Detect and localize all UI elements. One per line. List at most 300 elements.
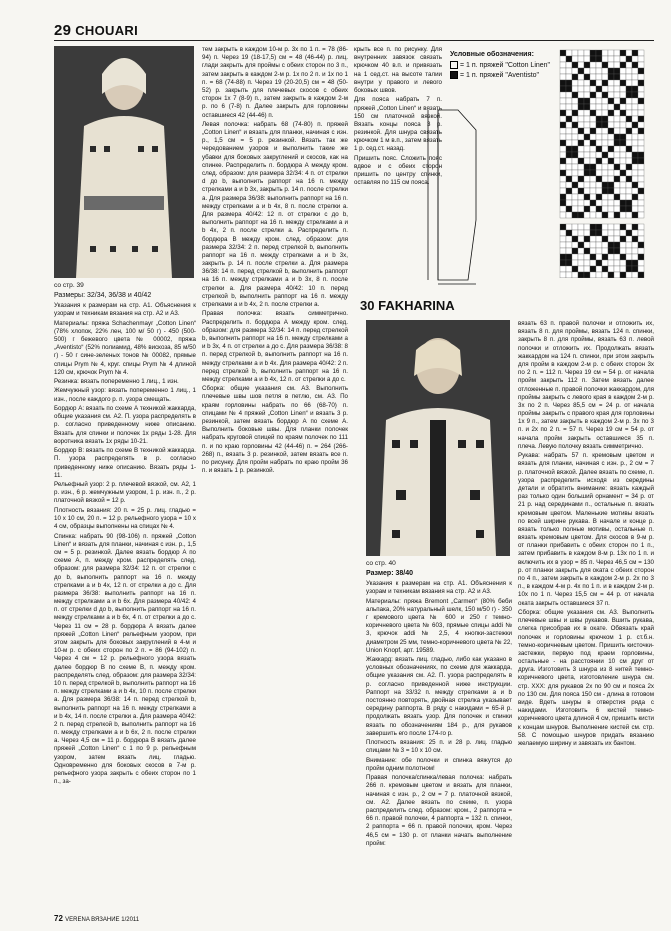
chart-cell xyxy=(602,224,608,230)
chart-cell xyxy=(626,224,632,230)
chart-cell xyxy=(566,266,572,272)
chart-cell xyxy=(578,98,584,104)
chart-cell xyxy=(596,188,602,194)
chart-cell xyxy=(578,134,584,140)
chart-cell xyxy=(602,182,608,188)
chart-cell xyxy=(632,260,638,266)
chart-cell xyxy=(584,128,590,134)
chart-cell xyxy=(566,206,572,212)
chart-cell xyxy=(620,56,626,62)
chart-cell xyxy=(584,164,590,170)
chart-cell xyxy=(596,230,602,236)
chart-cell xyxy=(626,200,632,206)
chart-cell xyxy=(590,170,596,176)
model-photo-2 xyxy=(366,320,510,556)
chart-cell xyxy=(560,188,566,194)
chart-cell xyxy=(638,146,644,152)
chart-cell xyxy=(572,182,578,188)
garment-schematic xyxy=(398,100,538,290)
chart-cell xyxy=(608,146,614,152)
chart-cell xyxy=(608,254,614,260)
chart-cell xyxy=(560,68,566,74)
chart-cell xyxy=(608,200,614,206)
chart-cell xyxy=(638,134,644,140)
chart-cell xyxy=(626,50,632,56)
chart-cell xyxy=(602,92,608,98)
chart-cell xyxy=(608,242,614,248)
filled-square-icon xyxy=(450,71,458,79)
chart-cell xyxy=(614,104,620,110)
chart-cell xyxy=(560,116,566,122)
chart-cell xyxy=(584,74,590,80)
chart-cell xyxy=(632,242,638,248)
chart-cell xyxy=(614,50,620,56)
chart-cell xyxy=(608,80,614,86)
chart-cell xyxy=(566,134,572,140)
chart-cell xyxy=(566,116,572,122)
paragraph: Сборка: общие указания см. А3. Выполнить плечевые швы и швы рукавов. Вшить рукава, слегка присобрав их в окате. Обвязать край полочек и горловины крючком 1 р. ст.б.н. темно-коричневым цветом. Пришить кисточки-застежки, первую под краем горловины, остальные - на расстоянии 10 см друг от друга. Изготовить 3 шнура из 8 нитей темно-коричневого цвета, изготовление шнура см. стр. ХХХ: для рукавов 2х по 90 см и пояса 2х по 130 см. Для пояса 150 см - длина в готовом виде. Вдеть шнуры в отверстия ряда с накидами. Изготовить 6 кистей темно-коричневого цвета длиной 4 см, пришить кисти к концам шнуров. Выполнение кистей см. стр. 58. С помощью шнуров придать вязанию желаемую ширину и завязать их бантом. xyxy=(518,608,654,747)
chart-cell xyxy=(614,188,620,194)
paragraph: Материалы: пряжа Schachenmayr „Cotton Linen“ (78% хлопок, 22% лен, 100 м/ 50 г) - 450 (500-500) г бежевого цвета № 00002, пряжа „Aventisto“ (52% полиамид, 48% вискоза, 85 м/50 г) - 50 г сине-зеленых тонов № 00082, прямые спицы Prym № 4, круг. спицы Prym № 4 длиной 120 см, крючок Prym № 4. xyxy=(54,319,196,376)
sizes-line-1: Размеры: 32/34, 36/38 и 40/42 xyxy=(54,292,152,299)
photo-caption-2: со стр. 40 xyxy=(366,560,396,567)
chart-cell xyxy=(566,194,572,200)
chart-cell xyxy=(584,254,590,260)
chart-cell xyxy=(590,260,596,266)
chart-cell xyxy=(578,248,584,254)
chart-cell xyxy=(620,164,626,170)
chart-cell xyxy=(566,122,572,128)
chart-cell xyxy=(560,194,566,200)
chart-cell xyxy=(560,146,566,152)
chart-cell xyxy=(626,80,632,86)
chart-cell xyxy=(608,248,614,254)
chart-cell xyxy=(620,98,626,104)
chart-cell xyxy=(578,110,584,116)
chart-cell xyxy=(584,134,590,140)
chart-cell xyxy=(596,134,602,140)
chart-cell xyxy=(638,260,644,266)
chart-cell xyxy=(626,110,632,116)
chart-cell xyxy=(620,152,626,158)
empty-square-icon xyxy=(450,61,458,69)
chart-cell xyxy=(638,224,644,230)
chart-cell xyxy=(572,170,578,176)
chart-cell xyxy=(608,236,614,242)
chart-cell xyxy=(572,188,578,194)
chart-cell xyxy=(566,110,572,116)
chart-cell xyxy=(614,170,620,176)
chart-cell xyxy=(590,50,596,56)
chart-cell xyxy=(560,206,566,212)
chart-cell xyxy=(620,236,626,242)
chart-cell xyxy=(566,98,572,104)
chart-cell xyxy=(566,68,572,74)
chart-cell xyxy=(596,272,602,278)
chart-cell xyxy=(560,140,566,146)
chart-cell xyxy=(602,242,608,248)
chart-cell xyxy=(560,122,566,128)
chart-cell xyxy=(614,266,620,272)
chart-cell xyxy=(602,254,608,260)
chart-cell xyxy=(578,74,584,80)
chart-cell xyxy=(572,146,578,152)
chart-cell xyxy=(614,122,620,128)
chart-cell xyxy=(626,152,632,158)
chart-cell xyxy=(572,128,578,134)
chart-cell xyxy=(614,92,620,98)
chart-cell xyxy=(620,206,626,212)
chart-cell xyxy=(614,236,620,242)
chart-cell xyxy=(578,266,584,272)
chart-cell xyxy=(560,254,566,260)
chart-cell xyxy=(620,92,626,98)
chart-cell xyxy=(602,194,608,200)
chart-cell xyxy=(614,206,620,212)
chart-cell xyxy=(602,260,608,266)
chart-cell xyxy=(626,86,632,92)
chart-cell xyxy=(590,272,596,278)
chart-cell xyxy=(626,188,632,194)
chart-cell xyxy=(572,62,578,68)
chart-cell xyxy=(584,62,590,68)
chart-cell xyxy=(596,56,602,62)
chart-cell xyxy=(590,230,596,236)
chart-cell xyxy=(596,116,602,122)
chart-cell xyxy=(608,62,614,68)
chart-cell xyxy=(578,164,584,170)
chart-cell xyxy=(620,68,626,74)
section-number: 29 xyxy=(54,22,72,39)
chart-cell xyxy=(584,224,590,230)
model-photo-1 xyxy=(54,46,194,278)
chart-cell xyxy=(584,242,590,248)
chart-cell xyxy=(566,56,572,62)
chart-cell xyxy=(566,182,572,188)
chart-cell xyxy=(620,146,626,152)
chart-cell xyxy=(620,248,626,254)
chart-cell xyxy=(584,98,590,104)
chart-cell xyxy=(638,236,644,242)
chart-cell xyxy=(596,152,602,158)
chart-cell xyxy=(596,122,602,128)
chart-cell xyxy=(620,62,626,68)
chart-cell xyxy=(560,212,566,218)
chart-cell xyxy=(632,122,638,128)
chart-cell xyxy=(584,56,590,62)
magazine-name: VERENA ВЯЗАНИЕ 1/2011 xyxy=(65,917,140,923)
chart-a-b xyxy=(552,48,652,278)
section-2-header xyxy=(360,298,455,313)
chart-cell xyxy=(632,200,638,206)
chart-cell xyxy=(632,212,638,218)
chart-cell xyxy=(596,158,602,164)
chart-cell xyxy=(608,176,614,182)
chart-cell xyxy=(638,170,644,176)
chart-cell xyxy=(614,80,620,86)
chart-cell xyxy=(566,74,572,80)
chart-cell xyxy=(560,80,566,86)
chart-cell xyxy=(632,116,638,122)
paragraph: Внимание: обе полочки и спинка вяжутся до пройм одним полотном! xyxy=(366,756,512,772)
chart-cell xyxy=(602,266,608,272)
chart-cell xyxy=(602,128,608,134)
chart-cell xyxy=(590,92,596,98)
chart-cell xyxy=(578,80,584,86)
chart-cell xyxy=(578,230,584,236)
chart-cell xyxy=(596,98,602,104)
chart-cell xyxy=(632,104,638,110)
chart-cell xyxy=(626,194,632,200)
chart-cell xyxy=(620,182,626,188)
chart-cell xyxy=(578,236,584,242)
chart-cell xyxy=(632,56,638,62)
chart-cell xyxy=(620,170,626,176)
chart-cell xyxy=(590,224,596,230)
chart-cell xyxy=(626,242,632,248)
chart-cell xyxy=(566,140,572,146)
chart-cell xyxy=(566,236,572,242)
paragraph: тем закрыть в каждом 10-м р. 3х по 1 п. = 78 (86-94) п. Через 19 (18-17,5) см = 48 (46-44) р. лиц. глади закрыть для проймы с обеих сторон по 3 п., затем закрыть в каждом 2-м р. 1х по 2 п. и 1х по 1 п. = 68 (74-88) п. Через 19 (20-20,5) см = 48 (50-52) р. закрыть для плечевых скосов с обеих сторон 1х 7 (8-9) п., затем закрыть в каждом 2-м р. по 6 (7-8) п. Далее закрыть для горловины оставшиеся 42 (44-46) п. xyxy=(202,46,348,119)
chart-cell xyxy=(560,86,566,92)
paragraph: Правая полочка/спинка/левая полочка: набрать 266 п. кремовым цветом и вязать для планки, начиная с изн. р., 2 см = 7 р. платочной вязкой, см. А2. Далее вязать по схеме, п. узора распределить след. образом: кром., 2 раппорта = 66 п. правой полочки, 4 раппорта = 132 п. спинки, 2 раппорта = 66 п. правой полочки, кром. Через 46,5 см = 130 р. от планки начать выполнение пройм: xyxy=(366,774,512,847)
paragraph: Рукава: набрать 57 п. кремовым цветом и вязать для планки, начиная с изн. р., 2 см = 7 р. платочной вязкой. Далее вязать по схеме, п. узора распределить исходя из середины детали и обратить внимание: вязать каждый раз только один больший орнамент = 34 р. от 21 р. над серединами п., остальные п. вязать кремовым цветом. Маленькие мотивы вязать по всей ширине рукава. В начале и конце р. вязать только полные мотивы, остальные п. вязать кремовым цветом. Для скосов в 9-м р. от планки прибавить с обеих сторон по 1 п., затем прибавить в каждом 8-м р. 13х по 1 п. и включить их в узор = 85 п. Через 46,5 см = 130 р. от планки закрыть для оката с обеих сторон по 4 п., затем закрыть в каждом 2-м р. 2х по 3 п., в каждом 4-м р. 4х по 1 п. и в каждом 2-м р. 10х по 1 п. Через 15,5 см = 44 р. от начала оката закрыть оставшиеся 37 п. xyxy=(518,452,654,607)
chart-cell xyxy=(584,194,590,200)
chart-cell xyxy=(632,128,638,134)
chart-cell xyxy=(596,248,602,254)
chart-cell xyxy=(608,188,614,194)
chart-cell xyxy=(560,152,566,158)
chart-cell xyxy=(614,62,620,68)
chart-cell xyxy=(608,56,614,62)
chart-cell xyxy=(608,74,614,80)
chart-cell xyxy=(626,176,632,182)
chart-cell xyxy=(590,146,596,152)
cardigan-illustration xyxy=(366,320,510,556)
chart-cell xyxy=(638,128,644,134)
chart-cell xyxy=(614,116,620,122)
chart-cell xyxy=(620,158,626,164)
chart-cell xyxy=(590,188,596,194)
chart-cell xyxy=(572,266,578,272)
chart-cell xyxy=(620,80,626,86)
chart-cell xyxy=(620,122,626,128)
chart-cell xyxy=(620,194,626,200)
chart-cell xyxy=(572,248,578,254)
chart-cell xyxy=(614,272,620,278)
chart-cell xyxy=(608,230,614,236)
chart-cell xyxy=(614,128,620,134)
chart-cell xyxy=(572,80,578,86)
chart-cell xyxy=(590,164,596,170)
chart-cell xyxy=(560,248,566,254)
chart-cell xyxy=(566,92,572,98)
chart-cell xyxy=(602,236,608,242)
chart-cell xyxy=(626,74,632,80)
chart-cell xyxy=(638,176,644,182)
chart-cell xyxy=(572,200,578,206)
chart-cell xyxy=(614,242,620,248)
page-footer xyxy=(54,914,139,923)
chart-cell xyxy=(602,206,608,212)
chart-cell xyxy=(602,50,608,56)
chart-cell xyxy=(614,140,620,146)
chart-cell xyxy=(560,182,566,188)
chart-cell xyxy=(590,86,596,92)
chart-cell xyxy=(638,230,644,236)
chart-cell xyxy=(608,152,614,158)
chart-cell xyxy=(596,212,602,218)
chart-cell xyxy=(566,50,572,56)
chart-cell xyxy=(566,128,572,134)
chart-cell xyxy=(590,152,596,158)
chart-cell xyxy=(602,170,608,176)
chart-cell xyxy=(614,200,620,206)
chart-cell xyxy=(602,230,608,236)
chart-cell xyxy=(578,56,584,62)
chart-cell xyxy=(596,92,602,98)
chart-cell xyxy=(614,212,620,218)
chart-cell xyxy=(584,206,590,212)
chart-cell xyxy=(566,254,572,260)
chart-cell xyxy=(590,104,596,110)
chart-cell xyxy=(584,182,590,188)
chart-cell xyxy=(620,140,626,146)
chart-cell xyxy=(614,176,620,182)
chart-cell xyxy=(632,266,638,272)
chart-cell xyxy=(602,110,608,116)
chart-cell xyxy=(596,260,602,266)
chart-cell xyxy=(560,56,566,62)
chart-cell xyxy=(620,74,626,80)
chart-cell xyxy=(632,158,638,164)
chart-cell xyxy=(596,68,602,74)
chart-cell xyxy=(608,194,614,200)
chart-cell xyxy=(572,176,578,182)
chart-cell xyxy=(614,230,620,236)
chart-cell xyxy=(638,248,644,254)
chart-cell xyxy=(608,50,614,56)
section-header xyxy=(54,22,138,39)
chart-cell xyxy=(560,104,566,110)
chart-cell xyxy=(578,206,584,212)
chart-cell xyxy=(596,266,602,272)
chart-cell xyxy=(560,242,566,248)
chart-cell xyxy=(590,212,596,218)
chart-cell xyxy=(632,230,638,236)
chart-cell xyxy=(590,128,596,134)
paragraph: Бордюр А: вязать по схеме А техникой жаккарда, общие указания см. А2. П. узора распределять в р. согласно приведенному ниже описанию. Вязать для спинки и полочек 1х ряды 1-28. Для воротника вязать 1х ряды 10-21. xyxy=(54,405,196,445)
chart-cell xyxy=(578,158,584,164)
paragraph: Для пояса набрать 7 п. пряжей „Cotton Linen“ и вязать 150 см платочной вязкой. Вязать концы пояса 3 р. резинкой. Для шнура связать крючком 1 м в.п., затем вязать 1 р. сед.ст. назад. xyxy=(354,96,442,153)
chart-cell xyxy=(596,50,602,56)
chart-cell xyxy=(560,170,566,176)
chart-cell xyxy=(626,230,632,236)
chart-cell xyxy=(572,260,578,266)
chart-cell xyxy=(602,164,608,170)
chart-cell xyxy=(620,272,626,278)
page-number: 72 xyxy=(54,914,63,923)
chart-cell xyxy=(638,200,644,206)
chart-cell xyxy=(560,230,566,236)
chart-cell xyxy=(638,152,644,158)
chart-cell xyxy=(584,236,590,242)
chart-cell xyxy=(602,212,608,218)
legend-item-2 xyxy=(450,71,550,82)
chart-cell xyxy=(626,68,632,74)
chart-cell xyxy=(566,230,572,236)
chart-cell xyxy=(572,92,578,98)
chart-cell xyxy=(578,272,584,278)
chart-cell xyxy=(560,176,566,182)
paragraph: Пришить пояс. Сложить пояс вдвое и с обеих сторон пришить по центру спинки, оставляя по 115 см пояса. xyxy=(354,154,442,187)
chart-cell xyxy=(638,56,644,62)
chart-cell xyxy=(590,74,596,80)
chart-cell xyxy=(578,128,584,134)
chart-cell xyxy=(632,80,638,86)
chart-cell xyxy=(572,242,578,248)
chart-cell xyxy=(632,224,638,230)
chart-cell xyxy=(626,128,632,134)
chart-cell xyxy=(560,50,566,56)
chart-cell xyxy=(584,80,590,86)
chart-cell xyxy=(608,86,614,92)
chart-cell xyxy=(614,98,620,104)
chart-cell xyxy=(566,260,572,266)
chart-cell xyxy=(638,92,644,98)
chart-cell xyxy=(632,140,638,146)
chart-cell xyxy=(638,206,644,212)
chart-cell xyxy=(614,158,620,164)
chart-cell xyxy=(632,272,638,278)
chart-cell xyxy=(590,140,596,146)
chart-cell xyxy=(566,170,572,176)
chart-cell xyxy=(596,140,602,146)
chart-cell xyxy=(638,158,644,164)
chart-cell xyxy=(638,68,644,74)
chart-cell xyxy=(590,242,596,248)
chart-cell xyxy=(620,242,626,248)
chart-cell xyxy=(584,50,590,56)
chart-cell xyxy=(632,188,638,194)
legend xyxy=(450,50,550,82)
chart-cell xyxy=(578,260,584,266)
chart-cell xyxy=(566,176,572,182)
chart-cell xyxy=(620,260,626,266)
chart-cell xyxy=(626,104,632,110)
chart-cell xyxy=(632,68,638,74)
chart-cell xyxy=(572,158,578,164)
chart-cell xyxy=(596,176,602,182)
chart-cell xyxy=(626,116,632,122)
chart-cell xyxy=(578,68,584,74)
chart-cell xyxy=(584,230,590,236)
chart-cell xyxy=(584,200,590,206)
chart-cell xyxy=(578,242,584,248)
legend-item-1 xyxy=(450,61,550,72)
chart-cell xyxy=(572,272,578,278)
chart-cell xyxy=(620,254,626,260)
chart-cell xyxy=(620,116,626,122)
chart-cell xyxy=(608,68,614,74)
chart-cell xyxy=(596,242,602,248)
chart-cell xyxy=(626,98,632,104)
chart-cell xyxy=(608,128,614,134)
section-2-number: 30 xyxy=(360,298,375,313)
chart-cell xyxy=(626,158,632,164)
chart-cell xyxy=(584,104,590,110)
chart-cell xyxy=(560,272,566,278)
